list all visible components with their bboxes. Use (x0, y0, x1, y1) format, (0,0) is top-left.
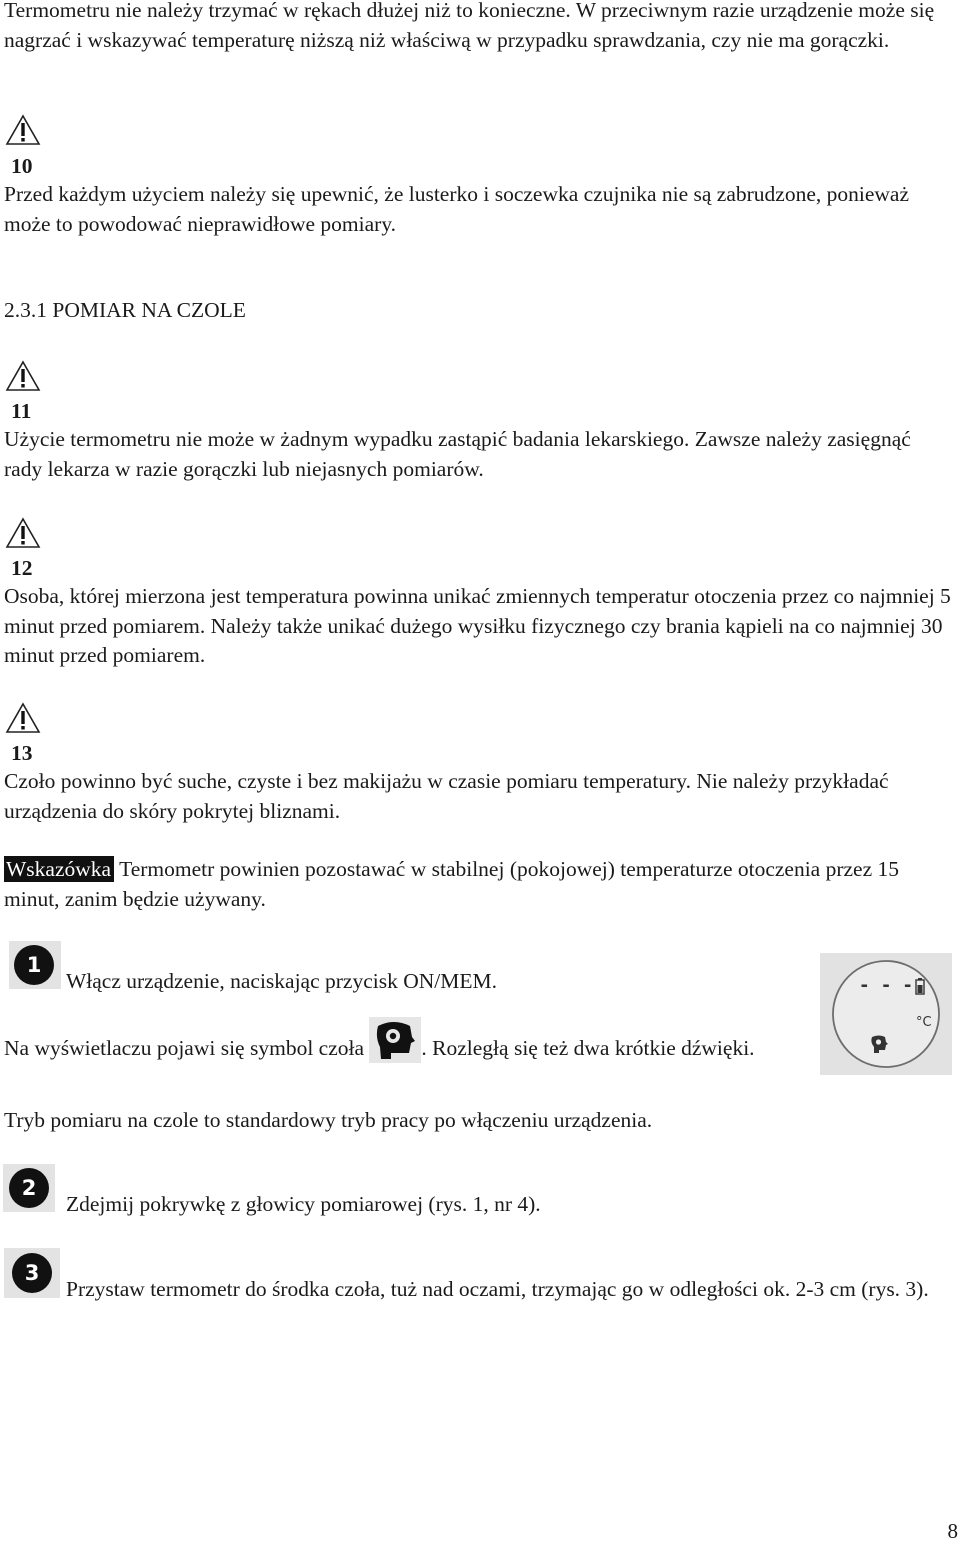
warning-number: 10 (11, 154, 33, 178)
display-unit: °C (916, 1015, 932, 1030)
warning-text: Przed każdym użyciem należy się upewnić, że lusterko i soczewka czujnika nie są zabrudzone, ponieważ może to powodować nieprawidłowe pomiary. (4, 182, 910, 236)
mode-paragraph: Tryb pomiaru na czole to standardowy tryb pracy po włączeniu urządzenia. (4, 1108, 653, 1132)
display-readout: - - - (858, 975, 914, 996)
warning-icon (5, 114, 41, 146)
warning-text: Użycie termometru nie może w żadnym wypadku zastąpić badania lekarskiego. Zawsze należy zasięgnąć rady lekarza w razie gorączki lub niejasnych pomiarów. (4, 427, 911, 481)
warning-number: 13 (11, 741, 33, 765)
section-heading: 2.3.1 POMIAR NA CZOLE (4, 298, 246, 322)
step-text: Włącz urządzenie, naciskając przycisk ON/MEM. (66, 969, 497, 993)
warning-number: 12 (11, 556, 33, 580)
symbol-text-before: Na wyświetlaczu pojawi się symbol czoła (4, 1036, 370, 1060)
symbol-text-after: . Rozległą się też dwa krótkie dźwięki. (421, 1036, 755, 1060)
warning-icon (5, 360, 41, 392)
step-text: Przystaw termometr do środka czoła, tuż nad oczami, trzymając go w odległości ok. 2-3 cm (rys. 3). (66, 1277, 929, 1301)
warning-text: Czoło powinno być suche, czyste i bez makijażu w czasie pomiaru temperatury. Nie należy przykładać urządzenia do skóry pokrytej bliznami. (4, 769, 889, 823)
step-1-icon (9, 941, 61, 989)
intro-paragraph: Termometru nie należy trzymać w rękach dłużej niż to konieczne. W przeciwnym razie urządzenie może się nagrzać i wskazywać temperaturę niższą niż właściwą w przypadku sprawdzania, czy nie ma gorączki. (4, 0, 935, 52)
tip-text: Termometr powinien pozostawać w stabilnej (pokojowej) temperaturze otoczenia przez 15 minut, zanim będzie używany. (4, 857, 900, 911)
forehead-symbol-icon (369, 1017, 421, 1063)
step-text: Zdejmij pokrywkę z głowicy pomiarowej (rys. 1, nr 4). (66, 1192, 541, 1216)
tip-label: Wskazówka (4, 856, 114, 882)
step-2-icon-number: 2 (21, 1176, 37, 1200)
warning-icon (5, 702, 41, 734)
warning-icon (5, 517, 41, 549)
tip-paragraph (4, 855, 954, 914)
step-3-icon-number: 3 (24, 1261, 40, 1285)
symbol-paragraph (4, 1017, 804, 1064)
page-number: 8 (947, 1519, 958, 1543)
warning-number: 11 (11, 399, 32, 423)
step-1-icon-number: 1 (26, 953, 42, 977)
warning-text: Osoba, której mierzona jest temperatura powinna unikać zmiennych temperatur otoczenia przez co najmniej 5 minut przed pomiarem. Należy także unikać dużego wysiłku fizycznego czy brania kąpieli na co najmniej 30 minut przed pomiarem. (4, 584, 951, 667)
step-2-icon (3, 1164, 55, 1212)
thermometer-display-image (820, 953, 952, 1075)
